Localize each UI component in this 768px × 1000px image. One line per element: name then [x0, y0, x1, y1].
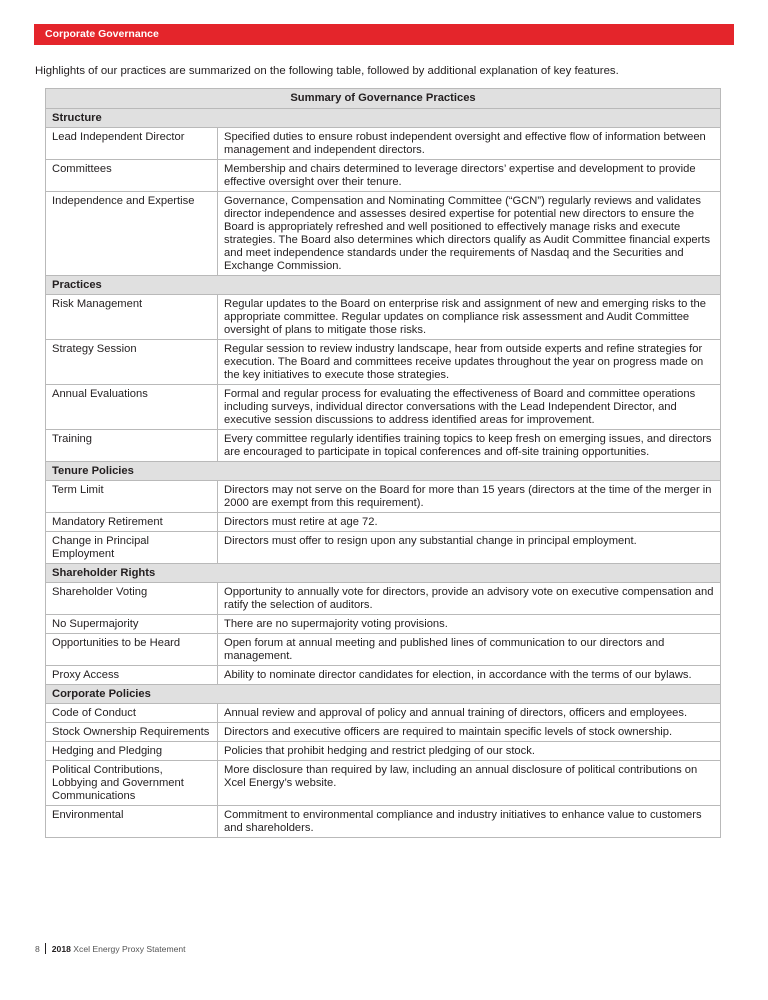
practice-label: Change in Principal Employment — [46, 532, 218, 564]
practice-label: Risk Management — [46, 295, 218, 340]
section-title: Corporate Governance — [45, 28, 159, 40]
section-row — [46, 685, 721, 704]
practice-description: Directors must offer to resign upon any substantial change in principal employment. — [218, 532, 721, 564]
practice-label: Independence and Expertise — [46, 192, 218, 276]
table-body — [46, 109, 721, 838]
practice-label: Hedging and Pledging — [46, 742, 218, 761]
practice-description: Directors and executive officers are required to maintain specific levels of stock ownership. — [218, 723, 721, 742]
practice-description: More disclosure than required by law, including an annual disclosure of political contributions on Xcel Energy’s website. — [218, 761, 721, 806]
practice-label: Shareholder Voting — [46, 583, 218, 615]
table-row — [46, 704, 721, 723]
table-row — [46, 723, 721, 742]
practice-description: Regular session to review industry landscape, hear from outside experts and refine strategies for execution. The Board and committees receive updates throughout the year on progress made on the key initiatives to execute those strategies. — [218, 340, 721, 385]
practice-label: Proxy Access — [46, 666, 218, 685]
practice-description: Governance, Compensation and Nominating Committee (“GCN”) regularly reviews and validates director independence and assesses desired expertise for potential new directors to ensure the Board is appropriately refreshed and well positioned to effectively manage risks and execute strategies. The Board also determines which directors qualify as Audit Committee financial experts and meet independence standards under the requirements of Nasdaq and the Securities and Exchange Commission. — [218, 192, 721, 276]
section-heading: Corporate Policies — [46, 685, 721, 704]
table-row — [46, 583, 721, 615]
practice-description: Annual review and approval of policy and annual training of directors, officers and employees. — [218, 704, 721, 723]
table-row — [46, 742, 721, 761]
table-row — [46, 385, 721, 430]
practice-description: Every committee regularly identifies training topics to keep fresh on emerging issues, and directors are encouraged to participate in topical conferences and off-site training opportunities. — [218, 430, 721, 462]
section-row — [46, 462, 721, 481]
section-heading: Shareholder Rights — [46, 564, 721, 583]
footer-divider — [45, 943, 46, 954]
section-row — [46, 109, 721, 128]
table-row — [46, 806, 721, 838]
practice-label: Mandatory Retirement — [46, 513, 218, 532]
practice-description: Regular updates to the Board on enterprise risk and assignment of new and emerging risks to the appropriate committee. Regular updates on compliance risk assessment and Audit Committee oversight of plans to mitigate those risks. — [218, 295, 721, 340]
table-row — [46, 128, 721, 160]
table-row — [46, 430, 721, 462]
governance-table — [45, 88, 721, 838]
table-row — [46, 761, 721, 806]
practice-description: There are no supermajority voting provisions. — [218, 615, 721, 634]
section-row — [46, 564, 721, 583]
practice-description: Policies that prohibit hedging and restrict pledging of our stock. — [218, 742, 721, 761]
practice-description: Directors may not serve on the Board for more than 15 years (directors at the time of the merger in 2000 are exempt from this requirement). — [218, 481, 721, 513]
table-row — [46, 481, 721, 513]
practice-description: Commitment to environmental compliance and industry initiatives to enhance value to customers and shareholders. — [218, 806, 721, 838]
table-row — [46, 615, 721, 634]
practice-description: Specified duties to ensure robust independent oversight and effective flow of information between management and independent directors. — [218, 128, 721, 160]
practice-description: Directors must retire at age 72. — [218, 513, 721, 532]
footer-year: 2018 — [51, 944, 71, 954]
practice-description: Ability to nominate director candidates for election, in accordance with the terms of our bylaws. — [218, 666, 721, 685]
table-row — [46, 666, 721, 685]
practice-label: Code of Conduct — [46, 704, 218, 723]
practice-label: No Supermajority — [46, 615, 218, 634]
practice-label: Political Contributions, Lobbying and Government Communications — [46, 761, 218, 806]
practice-description: Membership and chairs determined to leverage directors’ expertise and development to provide effective oversight over their tenure. — [218, 160, 721, 192]
practice-label: Annual Evaluations — [46, 385, 218, 430]
table-title: Summary of Governance Practices — [46, 89, 721, 109]
table-row — [46, 340, 721, 385]
practice-description: Open forum at annual meeting and published lines of communication to our directors and management. — [218, 634, 721, 666]
practice-label: Stock Ownership Requirements — [46, 723, 218, 742]
intro-text: Highlights of our practices are summarized on the following table, followed by additional explanation of key features. — [35, 65, 619, 77]
practice-label: Committees — [46, 160, 218, 192]
table-row — [46, 634, 721, 666]
practice-label: Environmental — [46, 806, 218, 838]
section-row — [46, 276, 721, 295]
page-footer — [35, 943, 186, 954]
practice-label: Lead Independent Director — [46, 128, 218, 160]
table-row — [46, 192, 721, 276]
page-number: 8 — [35, 944, 40, 954]
practice-label: Term Limit — [46, 481, 218, 513]
footer-doc-title: Xcel Energy Proxy Statement — [73, 944, 186, 954]
practice-label: Training — [46, 430, 218, 462]
table-row — [46, 532, 721, 564]
practice-label: Opportunities to be Heard — [46, 634, 218, 666]
section-heading: Structure — [46, 109, 721, 128]
table-row — [46, 160, 721, 192]
section-heading: Tenure Policies — [46, 462, 721, 481]
section-banner — [34, 24, 734, 45]
section-heading: Practices — [46, 276, 721, 295]
practice-description: Formal and regular process for evaluating the effectiveness of Board and committee operations including surveys, individual director conversations with the Lead Independent Director, and executive session discussions to address identified areas for improvement. — [218, 385, 721, 430]
practice-description: Opportunity to annually vote for directors, provide an advisory vote on executive compensation and ratify the selection of auditors. — [218, 583, 721, 615]
practice-label: Strategy Session — [46, 340, 218, 385]
table-row — [46, 295, 721, 340]
table-row — [46, 513, 721, 532]
